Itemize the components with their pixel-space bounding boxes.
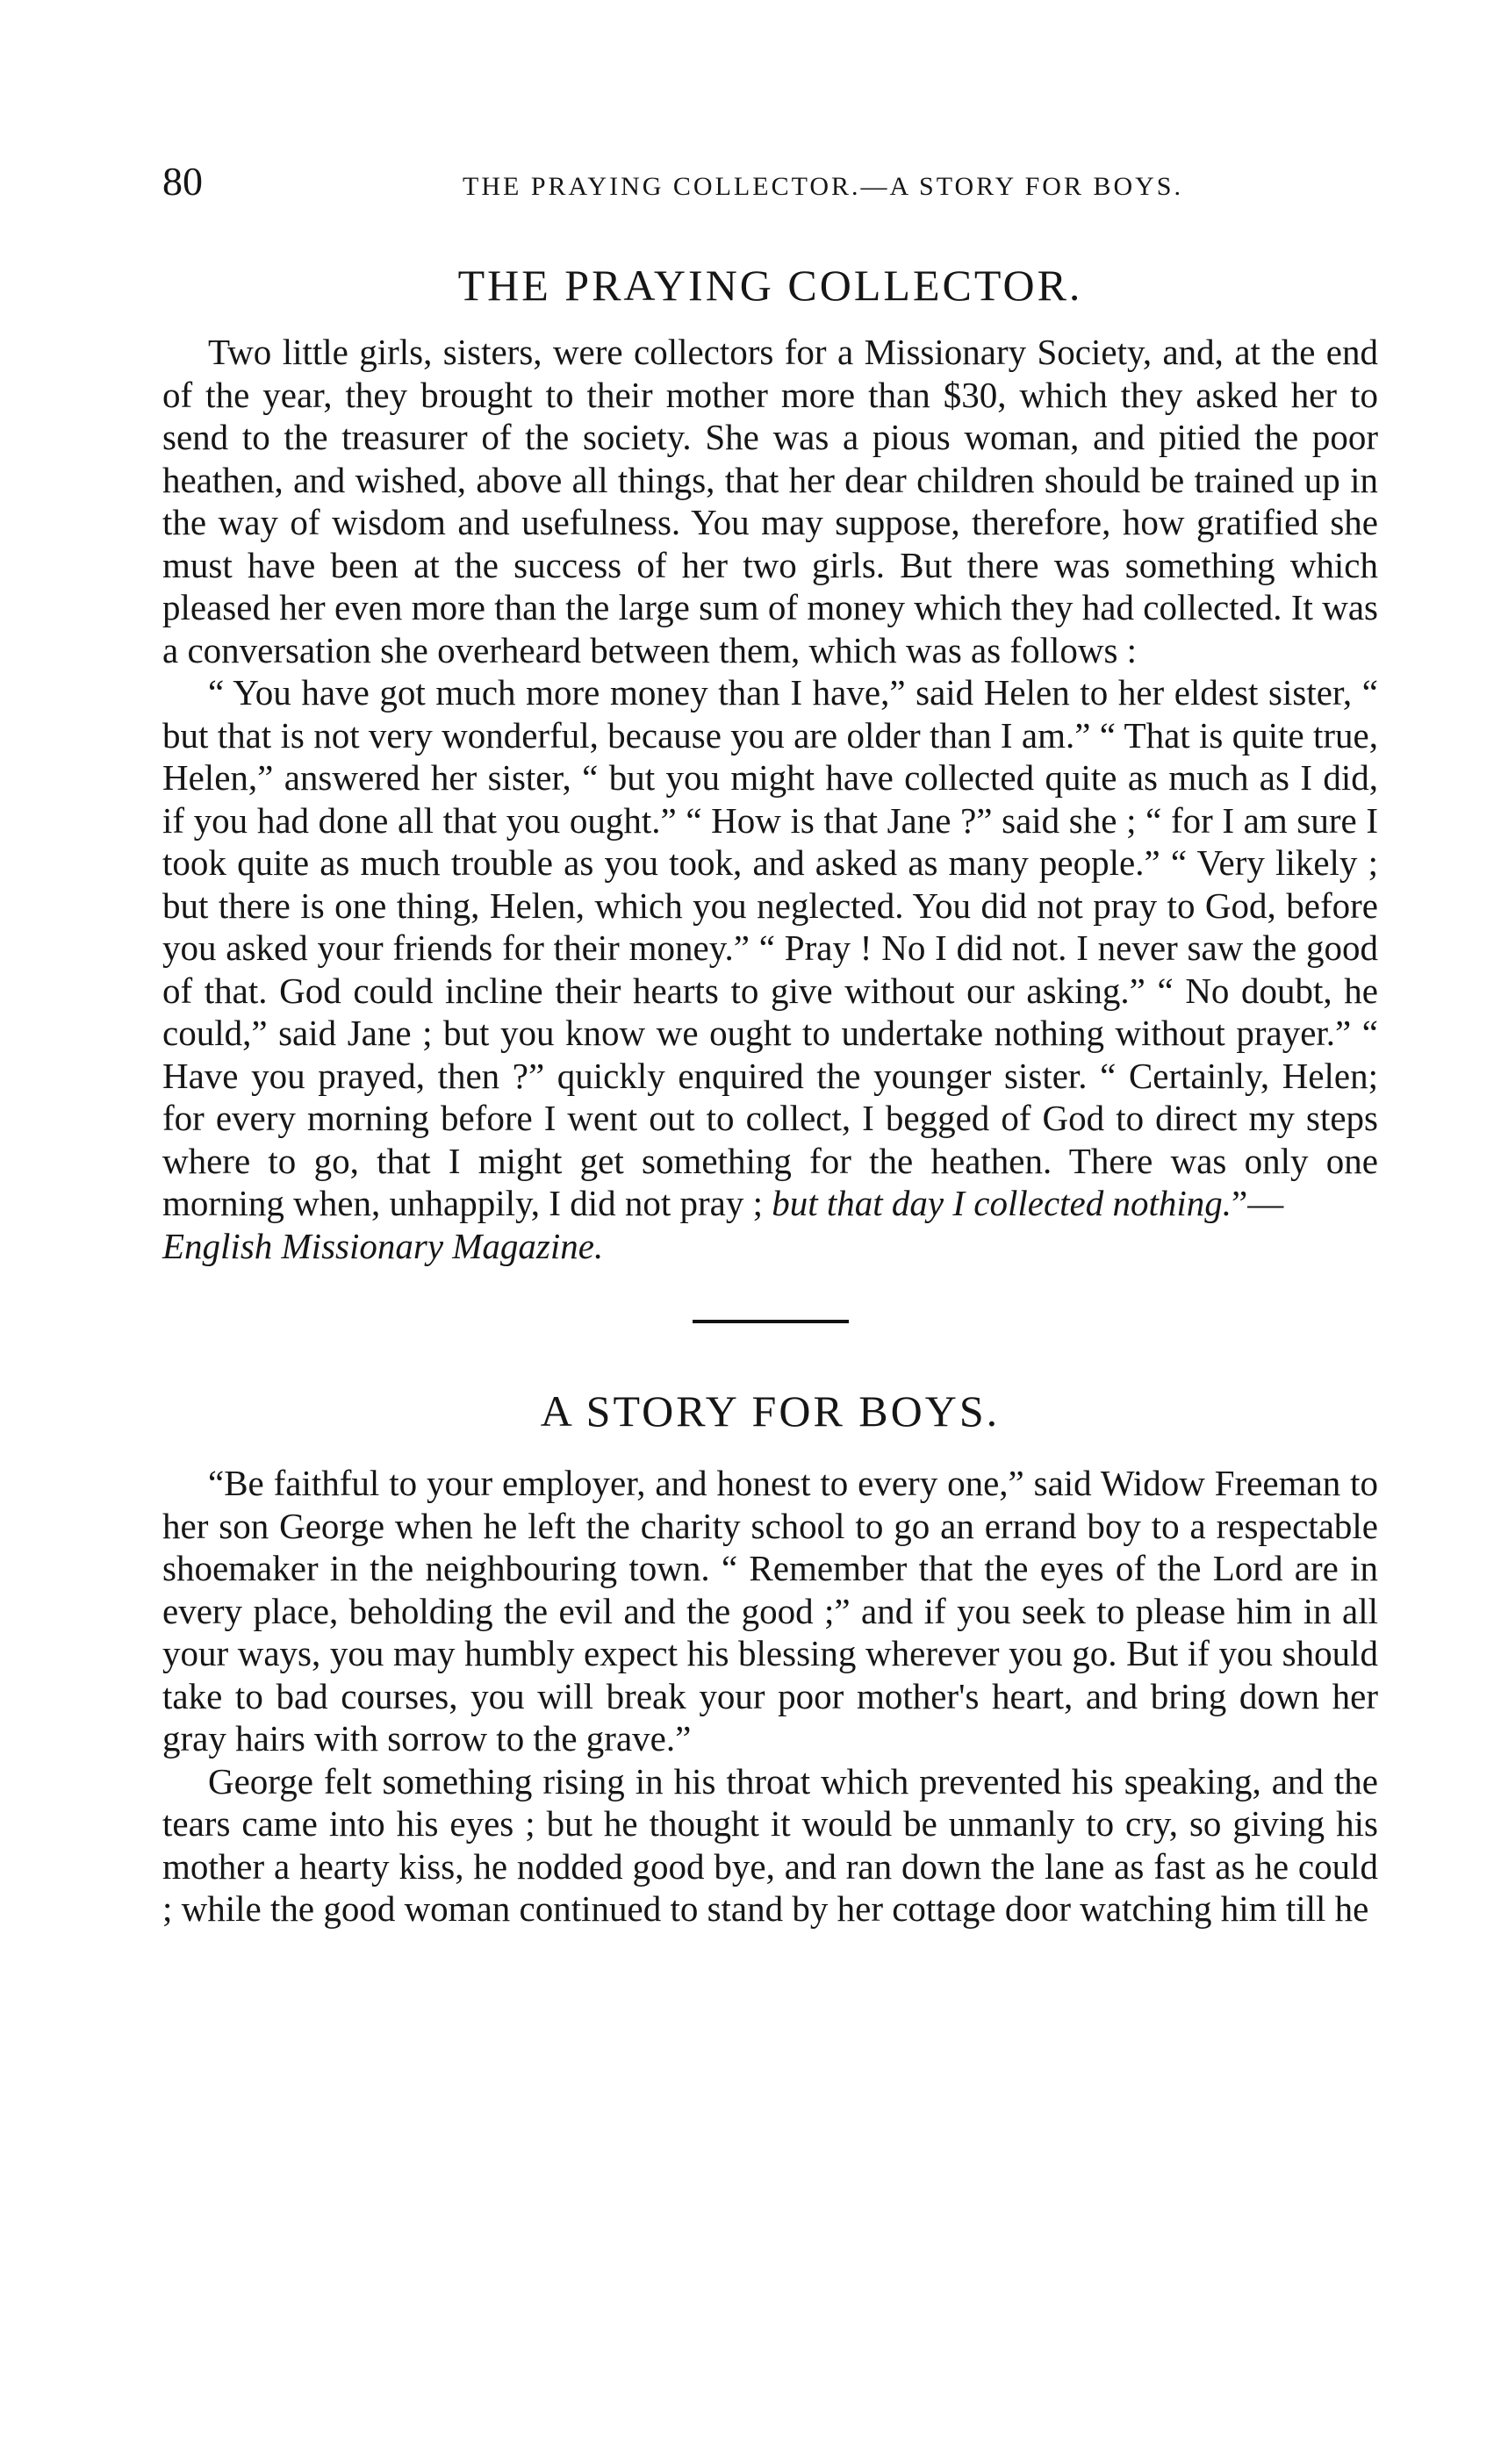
page-number: 80 [162, 159, 203, 204]
emphasis-text: but that day I collected nothing. [772, 1183, 1232, 1223]
article-paragraph-dialogue [162, 671, 1378, 1267]
running-head [162, 158, 1378, 211]
article-praying-collector [162, 259, 1378, 1267]
article-title: A STORY FOR BOYS. [540, 1386, 1001, 1436]
source-attribution: English Missionary Magazine. [162, 1225, 604, 1266]
page [162, 158, 1378, 1930]
dialogue-text: “ You have got much more money than I have,” said Helen to her eldest sister, “ but that is not very wonderful, because you are older than I am.” “ That is quite true, Helen,” answered her sister, “ but you might have collected quite as much as I did, if you had done all that you ought.” “ How is that Jane ?” said she ; “ for I am sure I took quite as much trouble as you took, and asked as many people.” “ Very likely ; but there is one thing, Helen, which you neglected. You did not pray to God, before you asked your friends for their money.” “ Pray ! No I did not. I never saw the good of that. God could incline their hearts to give without our asking.” “ No doubt, he could,” said Jane ; but you know we ought to undertake nothing without prayer.” “ Have you prayed, then ?” quickly enquired the younger sister. “ Certainly, Helen; for every morning before I went out to collect, I begged of God to direct my steps where to go, that I might get something for the heathen. There was only one morning when, unhappily, I did not pray ; [162, 672, 1378, 1223]
running-title: THE PRAYING COLLECTOR.—A STORY FOR BOYS. [463, 172, 1183, 201]
article-paragraph: “Be faithful to your employer, and honest to every one,” said Widow Freeman to her son George when he left the charity school to go an errand boy to a respectable shoemaker in the neighbouring town. “ Remember that the eyes of the Lord are in every place, beholding the evil and the good ;” and if you seek to please him in all your ways, you may humbly expect his blessing wherever you go. But if you should take to bad courses, you will break your poor mother's heart, and bring down her gray hairs with sorrow to the grave.” [162, 1463, 1378, 1758]
section-divider [693, 1320, 849, 1323]
closing-quote: ”— [1232, 1183, 1284, 1223]
article-title: THE PRAYING COLLECTOR. [457, 261, 1083, 310]
article-story-for-boys [162, 1385, 1378, 1930]
article-paragraph: Two little girls, sisters, were collectors for a Missionary Society, and, at the end of the year, they brought to their mother more than $30, which they asked her to send to the treasurer of the society. She was a pious woman, and pitied the poor heathen, and wished, above all things, that her dear children should be trained up in the way of wisdom and usefulness. You may suppose, therefore, how gratified she must have been at the success of her two girls. But there was something which pleased her even more than the large sum of money which they had collected. It was a conversation she overheard between them, which was as follows : [162, 332, 1378, 670]
article-paragraph: George felt something rising in his throat which prevented his speaking, and the tears came into his eyes ; but he thought it would be unmanly to cry, so giving his mother a hearty kiss, he nodded good bye, and ran down the lane as fast as he could ; while the good woman continued to stand by her cottage door watching him till he [162, 1760, 1378, 1929]
